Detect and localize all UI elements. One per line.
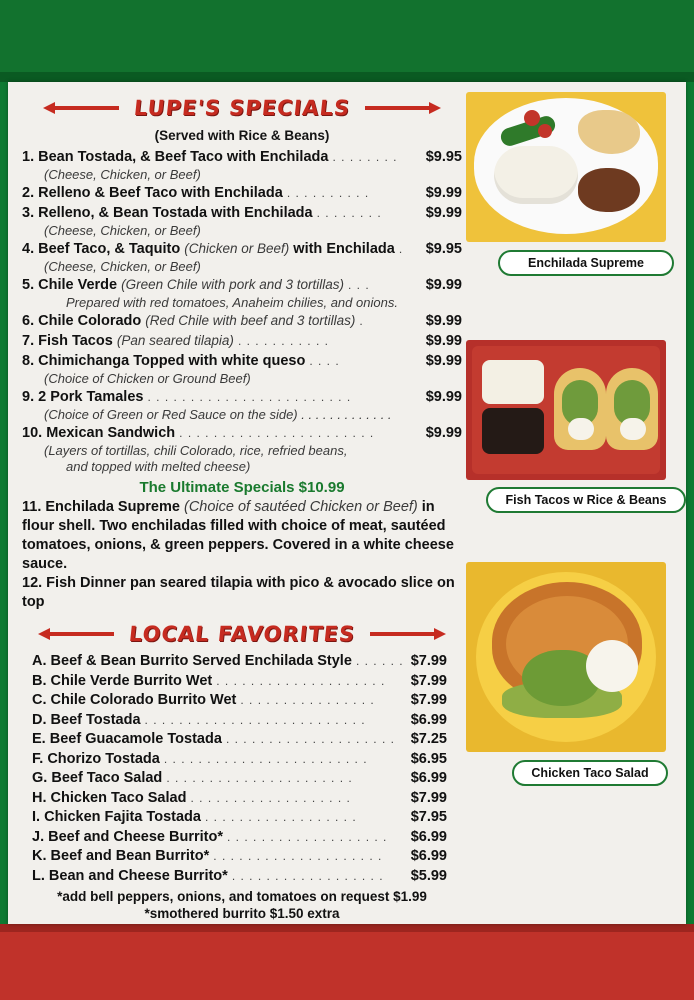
- item-letter: L.: [32, 867, 45, 884]
- item-name: Relleno & Beef Taco with Enchilada: [38, 185, 283, 201]
- photo-caption: Chicken Taco Salad: [512, 760, 668, 786]
- item-price: $7.95: [410, 809, 447, 825]
- item-description: (Red Chile with beef and 3 tortillas): [145, 313, 356, 328]
- favorites-note-2: *smothered burrito $1.50 extra: [144, 906, 340, 921]
- item-letter: K.: [32, 848, 47, 864]
- list-item: [32, 847, 447, 867]
- bottom-band-edge: [0, 924, 694, 932]
- tomato-shape: [538, 124, 552, 138]
- item-price: $9.99: [425, 353, 462, 369]
- item-letter: A.: [32, 653, 47, 669]
- beans-shape: [578, 168, 640, 212]
- item-number: 9.: [22, 389, 35, 405]
- leader-dots: . . . . . . . . . . . . . . . . . . . . . .: [166, 771, 353, 785]
- item-subtext: (Cheese, Chicken, or Beef): [44, 259, 201, 274]
- ultimate-item-11: [22, 498, 462, 574]
- item-price: $9.99: [425, 205, 462, 221]
- item-subtext: Prepared with red tomatoes, Anaheim chilies, and onions.: [66, 295, 398, 310]
- leader-dots: . . . . . . . . . . .: [237, 334, 329, 348]
- menu-item-row: [22, 275, 462, 295]
- item-number: 3.: [22, 205, 35, 221]
- list-item: [32, 828, 447, 848]
- item-price: $9.95: [425, 241, 462, 257]
- menu-item-row: [22, 239, 462, 259]
- item-price: $9.99: [425, 313, 462, 329]
- photo-fish-tacos: [466, 340, 666, 480]
- item-name: Beef Taco Salad: [51, 770, 163, 786]
- leader-dots: .: [359, 314, 364, 328]
- item-name: Chile Colorado: [38, 313, 142, 329]
- list-item: [32, 711, 447, 731]
- photo-caption: Enchilada Supreme: [498, 250, 674, 276]
- item-letter: H.: [32, 789, 47, 806]
- item-letter: F.: [32, 750, 44, 767]
- leader-dots: . . . . . . . . . . . . . . . . . .: [231, 868, 384, 883]
- top-green-band: [0, 0, 694, 82]
- item-letter: I.: [32, 809, 41, 825]
- left-arrow-icon: [38, 630, 124, 638]
- item-price: $6.99: [410, 848, 447, 864]
- leader-dots: . . . . . . . . . . . . . . . . . .: [204, 810, 357, 824]
- taco-shape: [606, 368, 658, 450]
- item-letter: C.: [32, 692, 47, 708]
- ultimate-item-lead: 11. Enchilada Supreme: [22, 499, 180, 515]
- list-item: [32, 867, 447, 887]
- item-name: 2 Pork Tamales: [38, 389, 144, 405]
- leader-dots: . . . . . . . . . . . . . . . . . . . . . . . .: [147, 390, 352, 404]
- leader-dots: .: [398, 242, 404, 256]
- item-price: $7.99: [410, 789, 447, 806]
- item-name: Chile Verde: [38, 277, 118, 293]
- item-price: $9.99: [425, 389, 462, 405]
- item-name: Chile Verde Burrito Wet: [50, 672, 213, 689]
- item-price: $7.99: [410, 692, 447, 708]
- item-price: $7.99: [410, 672, 447, 689]
- menu-text-column: [22, 96, 462, 922]
- item-name: Beef Guacamole Tostada: [49, 731, 222, 747]
- fish-shape: [620, 418, 646, 440]
- item-number: 8.: [22, 353, 35, 369]
- tomato-shape: [524, 110, 540, 126]
- item-price: $6.95: [410, 750, 447, 767]
- menu-item-row: [22, 351, 462, 371]
- item-number: 10.: [22, 425, 43, 441]
- item-name: Bean and Cheese Burrito*: [48, 867, 228, 884]
- item-name: Chimichanga Topped with white queso: [38, 353, 306, 369]
- item-subtext: (Cheese, Chicken, or Beef): [44, 223, 201, 238]
- favorites-list: [22, 652, 447, 886]
- leader-dots: . . . . . . . . . . . . . . . . . . .: [190, 790, 351, 805]
- item-number: 4.: [22, 241, 35, 257]
- ultimate-item-body: in flour shell. Two enchiladas filled with choice of meat, sautéed tomatoes, onions, & green peppers. Covered in a white cheese sauce.: [22, 499, 454, 572]
- specials-heading: [22, 96, 462, 126]
- menu-item-row: [22, 331, 462, 351]
- item-price: $7.99: [410, 653, 447, 669]
- top-band-edge: [0, 72, 694, 82]
- menu-item-row: [22, 203, 462, 223]
- list-item: [32, 808, 447, 828]
- favorites-heading: [22, 622, 462, 652]
- black-beans-shape: [482, 408, 544, 454]
- item-name: Bean Tostada, & Beef Taco with Enchilada: [38, 149, 329, 165]
- leader-dots: . . . . . . . . . . . . . . . . . . . . . . .: [179, 426, 375, 440]
- item-price: $9.99: [425, 185, 462, 201]
- leader-dots: . . . . . . . . . .: [286, 186, 370, 200]
- item-price: $9.95: [425, 149, 462, 165]
- leader-dots: . . . . . . . . . . . . . . . . . . . .: [216, 673, 386, 688]
- item-name: Beef and Bean Burrito*: [50, 848, 210, 864]
- right-arrow-icon: [360, 630, 446, 638]
- item-description: (Pan seared tilapia): [116, 333, 234, 348]
- specials-heading-label: LUPE'S SPECIALS: [132, 96, 352, 120]
- item-name: Chicken Fajita Tostada: [44, 809, 201, 825]
- item-subtext: (Layers of tortillas, chili Colorado, rice, refried beans,: [44, 443, 348, 458]
- list-item: [32, 672, 447, 692]
- leader-dots: . . . . . .: [355, 654, 404, 668]
- item-subtext: (Choice of Chicken or Ground Beef): [44, 371, 251, 386]
- leader-dots: . . . . . . . . . . . . . . . . . . .: [227, 829, 388, 844]
- taco-shape: [554, 368, 606, 450]
- item-number: 1.: [22, 149, 35, 165]
- item-number: 7.: [22, 333, 35, 349]
- menu-item-row: [22, 147, 462, 167]
- item-name-tail: with Enchilada: [293, 241, 395, 257]
- list-item: [32, 769, 447, 789]
- list-item: [32, 652, 447, 672]
- ultimate-item-12: [22, 574, 462, 612]
- item-description: (Green Chile with pork and 3 tortillas): [121, 277, 344, 292]
- item-number: 2.: [22, 185, 35, 201]
- menu-item-row: [22, 311, 462, 331]
- list-item: [32, 730, 447, 750]
- item-price: $9.99: [425, 333, 462, 349]
- item-letter: J.: [32, 828, 45, 845]
- favorites-note-1: *add bell peppers, onions, and tomatoes on request $1.99: [57, 889, 427, 904]
- ultimate-item-desc: (Choice of sautéed Chicken or Beef): [184, 499, 418, 515]
- leader-dots: . . . .: [309, 354, 340, 368]
- item-name: Beef Taco, & Taquito: [38, 241, 181, 257]
- leader-dots: . . . . . . . . . . . . . . . .: [240, 693, 375, 707]
- item-subtext: (Cheese, Chicken, or Beef): [44, 167, 201, 182]
- leader-dots: . . . . . . . . . . . . . . . . . . . . . . . . . .: [144, 712, 366, 727]
- list-item: [32, 750, 447, 770]
- menu-item-row: [22, 423, 462, 443]
- item-number: 6.: [22, 313, 35, 329]
- list-item: [32, 691, 447, 711]
- item-letter: D.: [32, 711, 47, 728]
- list-item: [32, 789, 447, 809]
- item-description: (Chicken or Beef): [184, 241, 290, 256]
- leader-dots: . . . . . . . . . . . . .: [297, 407, 392, 422]
- item-price: $6.99: [410, 828, 447, 845]
- item-subtext: and topped with melted cheese): [66, 459, 251, 474]
- bottom-red-band: [0, 924, 694, 1000]
- ultimate-item-body: 12. Fish Dinner pan seared tilapia with pico & avocado slice on top: [22, 575, 455, 610]
- photo-caption: Fish Tacos w Rice & Beans: [486, 487, 686, 513]
- item-price: $6.99: [410, 711, 447, 728]
- sour-cream-shape: [586, 640, 638, 692]
- item-name: Chile Colorado Burrito Wet: [50, 692, 237, 708]
- item-price: $6.99: [410, 770, 447, 786]
- item-name: Beef & Bean Burrito Served Enchilada Style: [50, 653, 352, 669]
- leader-dots: . . .: [348, 278, 370, 292]
- leader-dots: . . . . . . . . . . . . . . . . . . . .: [225, 732, 395, 746]
- item-price: $7.25: [410, 731, 447, 747]
- photo-chicken-taco-salad: [466, 562, 666, 752]
- item-price: $9.99: [425, 425, 462, 441]
- item-name: Chicken Taco Salad: [50, 789, 187, 806]
- item-name: Beef and Cheese Burrito*: [48, 828, 223, 845]
- item-letter: G.: [32, 770, 48, 786]
- ultimate-specials-heading: The Ultimate Specials $10.99: [139, 479, 345, 496]
- menu-item-row: [22, 387, 462, 407]
- item-name: Mexican Sandwich: [46, 425, 176, 441]
- rice-shape: [482, 360, 544, 404]
- menu-item-row: [22, 183, 462, 203]
- left-arrow-icon: [43, 104, 129, 112]
- leader-dots: . . . . . . . .: [332, 150, 398, 164]
- item-name: Fish Tacos: [38, 333, 113, 349]
- fish-shape: [568, 418, 594, 440]
- item-letter: B.: [32, 672, 47, 689]
- enchilada-shape: [494, 146, 578, 204]
- right-arrow-icon: [355, 104, 441, 112]
- item-name: Relleno, & Bean Tostada with Enchilada: [38, 205, 313, 221]
- item-number: 5.: [22, 277, 35, 293]
- item-letter: E.: [32, 731, 46, 747]
- served-note: (Served with Rice & Beans): [154, 128, 330, 143]
- item-price: $9.99: [425, 277, 462, 293]
- leader-dots: . . . . . . . . . . . . . . . . . . . . . . . .: [163, 751, 368, 766]
- item-name: Chorizo Tostada: [47, 750, 160, 767]
- leader-dots: . . . . . . . . . . . . . . . . . . . .: [213, 849, 383, 863]
- photo-enchilada-supreme: [466, 92, 666, 242]
- favorites-heading-label: LOCAL FAVORITES: [127, 622, 357, 646]
- leader-dots: . . . . . . . .: [316, 206, 382, 220]
- item-subtext: (Choice of Green or Red Sauce on the side) . . . . . . . . . . . . .: [44, 407, 392, 422]
- item-price: $5.99: [410, 867, 447, 884]
- item-name: Beef Tostada: [50, 711, 141, 728]
